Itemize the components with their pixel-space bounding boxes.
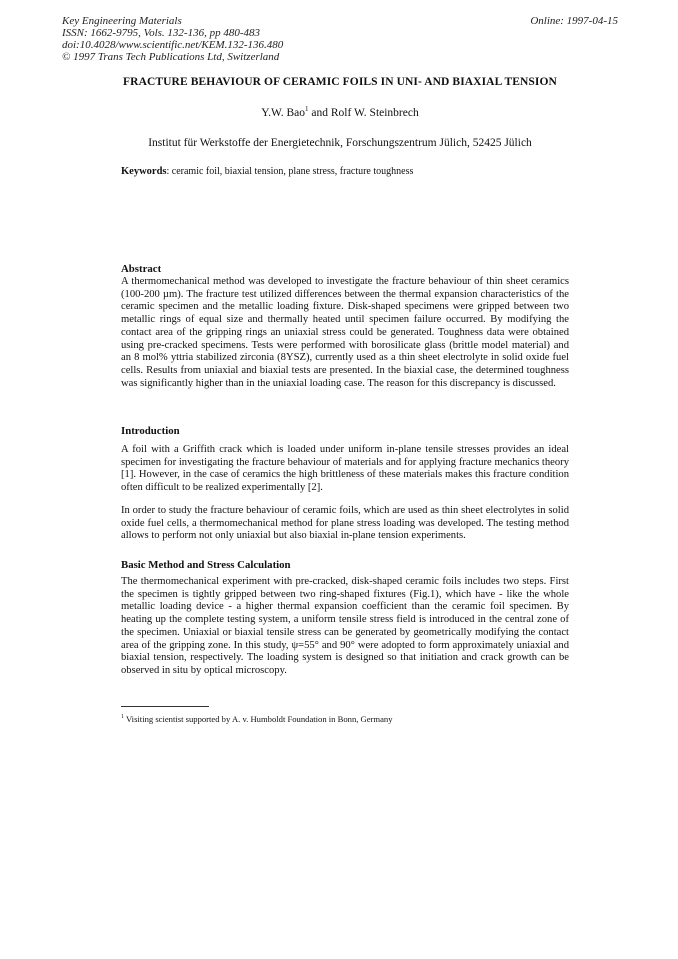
- publication-header: [62, 15, 618, 63]
- keywords: [121, 166, 413, 177]
- footnote-rule: [121, 706, 209, 707]
- keywords-text: : ceramic foil, biaxial tension, plane stress, fracture toughness: [166, 166, 414, 177]
- authors: [62, 105, 618, 119]
- introduction-paragraph-1: A foil with a Griffith crack which is loaded under uniform in-plane tensile stresses provides an ideal specimen for investigating the fracture behaviour of materials and for applying fracture mechanics theory [1]. However, in the case of ceramics the high brittleness of these materials makes this fracture condition often difficult to be realized experimentally [2].: [121, 444, 569, 494]
- copyright-line: © 1997 Trans Tech Publications Ltd, Switzerland: [62, 51, 280, 63]
- introduction-heading: Introduction: [121, 425, 180, 437]
- author-first: Y.W. Bao: [261, 106, 306, 119]
- abstract-text: A thermomechanical method was developed to investigate the fracture behaviour of thin sheet ceramics (100-200 µm). The fracture test utilized differences between the thermal expansion characteristics of the ceramic specimen and the metallic loading fixture. Disk-shaped specimens were gripped between two metallic rings of equal size and thermally heated until specimen failure occurred. By modifying the contact area of the gripping rings an uniaxial stress could be generated. Toughness data were obtained using pre-cracked specimens. Tests were performed with borosilicate glass (brittle model material) and an 8 mol% yttria stabilized zirconia (8YSZ), currently used as a thin sheet electrolyte in solid oxide fuel cells. Results from uniaxial and biaxial tests are presented. In the biaxial case, the determined toughness was significantly higher than in the uniaxial loading case. The reason for this discrepancy is discussed.: [121, 276, 569, 389]
- abstract-heading: Abstract: [121, 263, 162, 275]
- footnote-mark: 1: [121, 714, 124, 721]
- doi-line: doi:10.4028/www.scientific.net/KEM.132-136.480: [62, 39, 284, 51]
- footnote-text: Visiting scientist supported by A. v. Humboldt Foundation in Bonn, Germany: [124, 714, 393, 724]
- issn-line: ISSN: 1662-9795, Vols. 132-136, pp 480-483: [62, 27, 260, 39]
- method-heading: Basic Method and Stress Calculation: [121, 559, 291, 571]
- online-date: Online: 1997-04-15: [530, 15, 618, 27]
- paper-title: FRACTURE BEHAVIOUR OF CERAMIC FOILS IN UNI- AND BIAXIAL TENSION: [123, 76, 557, 88]
- introduction-paragraph-2: In order to study the fracture behaviour of ceramic foils, which are used as thin sheet electrolytes in solid oxide fuel cells, a thermomechanical method for plane stress loading was developed. The testing method allows to perform not only uniaxial but also biaxial in-plane tension experiments.: [121, 505, 569, 542]
- affiliation: Institut für Werkstoffe der Energietechnik, Forschungszentrum Jülich, 52425 Jülich: [148, 137, 532, 149]
- journal-name: Key Engineering Materials: [62, 15, 182, 27]
- author-rest: and Rolf W. Steinbrech: [308, 106, 419, 119]
- author-footnote-mark: 1: [305, 105, 309, 113]
- keywords-label: Keywords: [121, 166, 167, 177]
- method-text: The thermomechanical experiment with pre-cracked, disk-shaped ceramic foils includes two steps. First the specimen is tightly gripped between two ring-shaped fixtures (Fig.1), which have - like the whole metallic loading device - a higher thermal expansion coefficient than the ceramic foil specimen. By heating up the complete testing system, a uniform tensile stress field is introduced in the central zone of the specimen. Uniaxial or biaxial tensile stress can be generated by geometrically modifying the contact area of the gripping zone. In this study, ψ=55° and 90° were adopted to form approximately uniaxial and biaxial tension, respectively. The loading system is designed so that initiation and crack growth can be observed in situ by optical microscopy.: [121, 576, 569, 676]
- footnote: [121, 714, 393, 724]
